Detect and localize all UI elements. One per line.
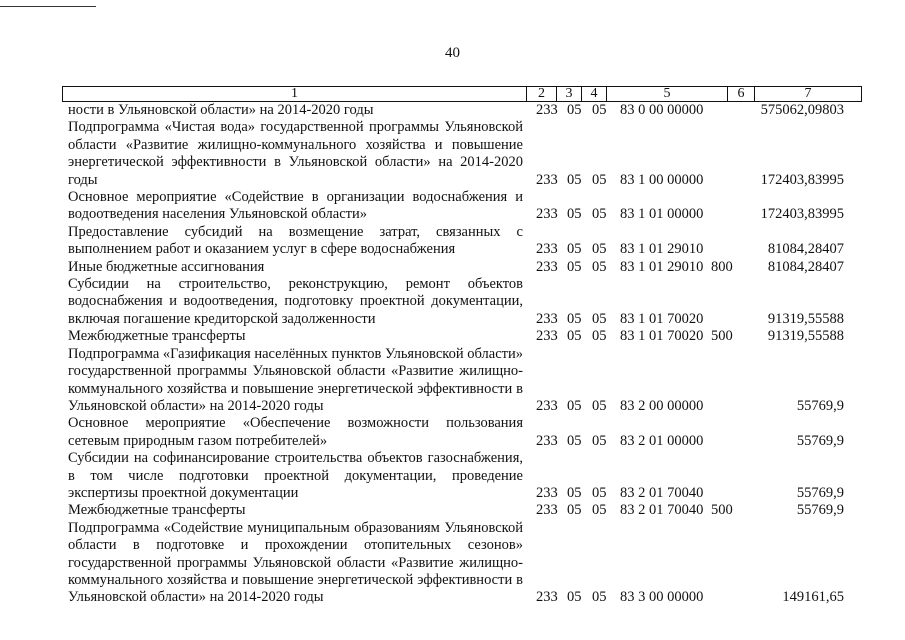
section-code: 05 [567, 258, 582, 275]
subsection-code: 05 [592, 432, 607, 449]
row-description: Подпрограмма «Содействие муниципальным образованиям Ульяновской области в подготовке и прохождении отопительных сезонов» государственной программы Ульяновской области «Развитие жилищно-коммунального хозяйства и повышение энергетической эффективности в Ульяновской области» на 2014-2020 годы [68, 519, 523, 606]
row-description: Подпрограмма «Газификация населённых пунктов Ульяновской области» государственной программы Ульяновской области «Развитие жилищно-коммунального хозяйства и повышение энергетической эффективности в Ульяновской области» на 2014-2020 годы [68, 345, 523, 414]
ministry-code: 233 [536, 171, 558, 188]
ministry-code: 233 [536, 102, 558, 119]
ministry-code: 233 [536, 397, 558, 414]
row-description: Иные бюджетные ассигнования [68, 258, 265, 275]
column-number-1: 1 [63, 87, 527, 102]
table-row [0, 189, 905, 224]
amount: 55769,9 [796, 432, 844, 449]
row-description: Основное мероприятие «Содействие в организации водоснабжения и водоотведения населения Ульяновской области» [68, 189, 523, 223]
section-code: 05 [567, 589, 582, 606]
table-row [0, 450, 905, 502]
section-code: 05 [567, 206, 582, 223]
amount: 55769,9 [796, 502, 844, 519]
section-code: 05 [567, 432, 582, 449]
target-article-code: 83 1 01 29010 [620, 241, 704, 258]
subsection-code: 05 [592, 502, 607, 519]
section-code: 05 [567, 171, 582, 188]
target-article-code: 83 1 01 00000 [620, 206, 704, 223]
column-number-4: 4 [582, 87, 607, 102]
target-article-code: 83 1 01 70020 [620, 310, 704, 327]
section-code: 05 [567, 102, 582, 119]
target-article-code: 83 1 00 00000 [620, 171, 704, 188]
amount: 81084,28407 [767, 241, 844, 258]
table-row [0, 415, 905, 450]
amount: 575062,09803 [760, 102, 844, 119]
ministry-code: 233 [536, 589, 558, 606]
section-code: 05 [567, 397, 582, 414]
target-article-code: 83 1 01 29010 [620, 258, 704, 275]
amount: 55769,9 [796, 397, 844, 414]
target-article-code: 83 2 01 70040 [620, 484, 704, 501]
row-description: Основное мероприятие «Обеспечение возможности пользования сетевым природным газом потребителей» [68, 415, 523, 449]
row-codes [0, 502, 905, 519]
row-codes [0, 433, 905, 450]
subsection-code: 05 [592, 484, 607, 501]
expense-type-code: 500 [711, 502, 733, 519]
subsection-code: 05 [592, 328, 607, 345]
ministry-code: 233 [536, 241, 558, 258]
ministry-code: 233 [536, 484, 558, 501]
target-article-code: 83 0 00 00000 [620, 102, 704, 119]
ministry-code: 233 [536, 206, 558, 223]
row-codes [0, 172, 905, 189]
section-code: 05 [567, 484, 582, 501]
budget-table-body [0, 102, 905, 607]
ministry-code: 233 [536, 432, 558, 449]
column-number-7: 7 [755, 87, 862, 102]
row-codes [0, 259, 905, 276]
row-description: Подпрограмма «Чистая вода» государственной программы Ульяновской области «Развитие жилищно-коммунального хозяйства и повышение энергетической эффективности в Ульяновской области» на 2014-2020 годы [68, 119, 523, 188]
row-codes [0, 485, 905, 502]
column-number-6: 6 [728, 87, 755, 102]
row-description: Межбюджетные трансферты [68, 328, 246, 345]
page-number: 40 [445, 45, 460, 61]
table-row [0, 119, 905, 189]
column-number-header [62, 86, 862, 102]
column-number-5: 5 [607, 87, 728, 102]
row-codes [0, 206, 905, 223]
column-number-2: 2 [527, 87, 557, 102]
table-row [0, 520, 905, 607]
subsection-code: 05 [592, 397, 607, 414]
subsection-code: 05 [592, 310, 607, 327]
column-number-3: 3 [557, 87, 582, 102]
section-code: 05 [567, 502, 582, 519]
target-article-code: 83 3 00 00000 [620, 589, 704, 606]
row-codes [0, 102, 905, 119]
ministry-code: 233 [536, 502, 558, 519]
target-article-code: 83 2 00 00000 [620, 397, 704, 414]
row-codes [0, 398, 905, 415]
section-code: 05 [567, 328, 582, 345]
row-codes [0, 311, 905, 328]
table-row [0, 259, 905, 276]
target-article-code: 83 2 01 00000 [620, 432, 704, 449]
subsection-code: 05 [592, 102, 607, 119]
row-codes [0, 328, 905, 345]
ministry-code: 233 [536, 258, 558, 275]
subsection-code: 05 [592, 171, 607, 188]
subsection-code: 05 [592, 589, 607, 606]
amount: 172403,83995 [760, 171, 844, 188]
target-article-code: 83 2 01 70040 [620, 502, 704, 519]
table-row [0, 346, 905, 416]
row-codes [0, 241, 905, 258]
row-codes [0, 589, 905, 606]
corner-rule [0, 6, 96, 7]
ministry-code: 233 [536, 328, 558, 345]
section-code: 05 [567, 310, 582, 327]
amount: 91319,55588 [767, 310, 844, 327]
subsection-code: 05 [592, 258, 607, 275]
table-row [0, 224, 905, 259]
row-description: Межбюджетные трансферты [68, 502, 246, 519]
table-row [0, 502, 905, 519]
target-article-code: 83 1 01 70020 [620, 328, 704, 345]
amount: 91319,55588 [767, 328, 844, 345]
table-row [0, 328, 905, 345]
expense-type-code: 500 [711, 328, 733, 345]
row-description: Субсидии на строительство, реконструкцию, ремонт объектов водоснабжения и водоотведения, подготовку проектной документации, включая погашение кредиторской задолженности [68, 276, 523, 327]
amount: 149161,65 [782, 589, 844, 606]
amount: 55769,9 [796, 484, 844, 501]
ministry-code: 233 [536, 310, 558, 327]
amount: 172403,83995 [760, 206, 844, 223]
expense-type-code: 800 [711, 258, 733, 275]
subsection-code: 05 [592, 206, 607, 223]
table-row [0, 102, 905, 119]
table-row [0, 276, 905, 328]
row-description: Предоставление субсидий на возмещение затрат, связанных с выполнением работ и оказанием услуг в сфере водоснабжения [68, 223, 523, 258]
subsection-code: 05 [592, 241, 607, 258]
amount: 81084,28407 [767, 258, 844, 275]
row-description: Субсидии на софинансирование строительства объектов газоснабжения, в том числе подготовки проектной документации, проведение экспертизы проектной документации [68, 450, 523, 501]
row-description: ности в Ульяновской области» на 2014-2020 годы [68, 102, 374, 118]
section-code: 05 [567, 241, 582, 258]
